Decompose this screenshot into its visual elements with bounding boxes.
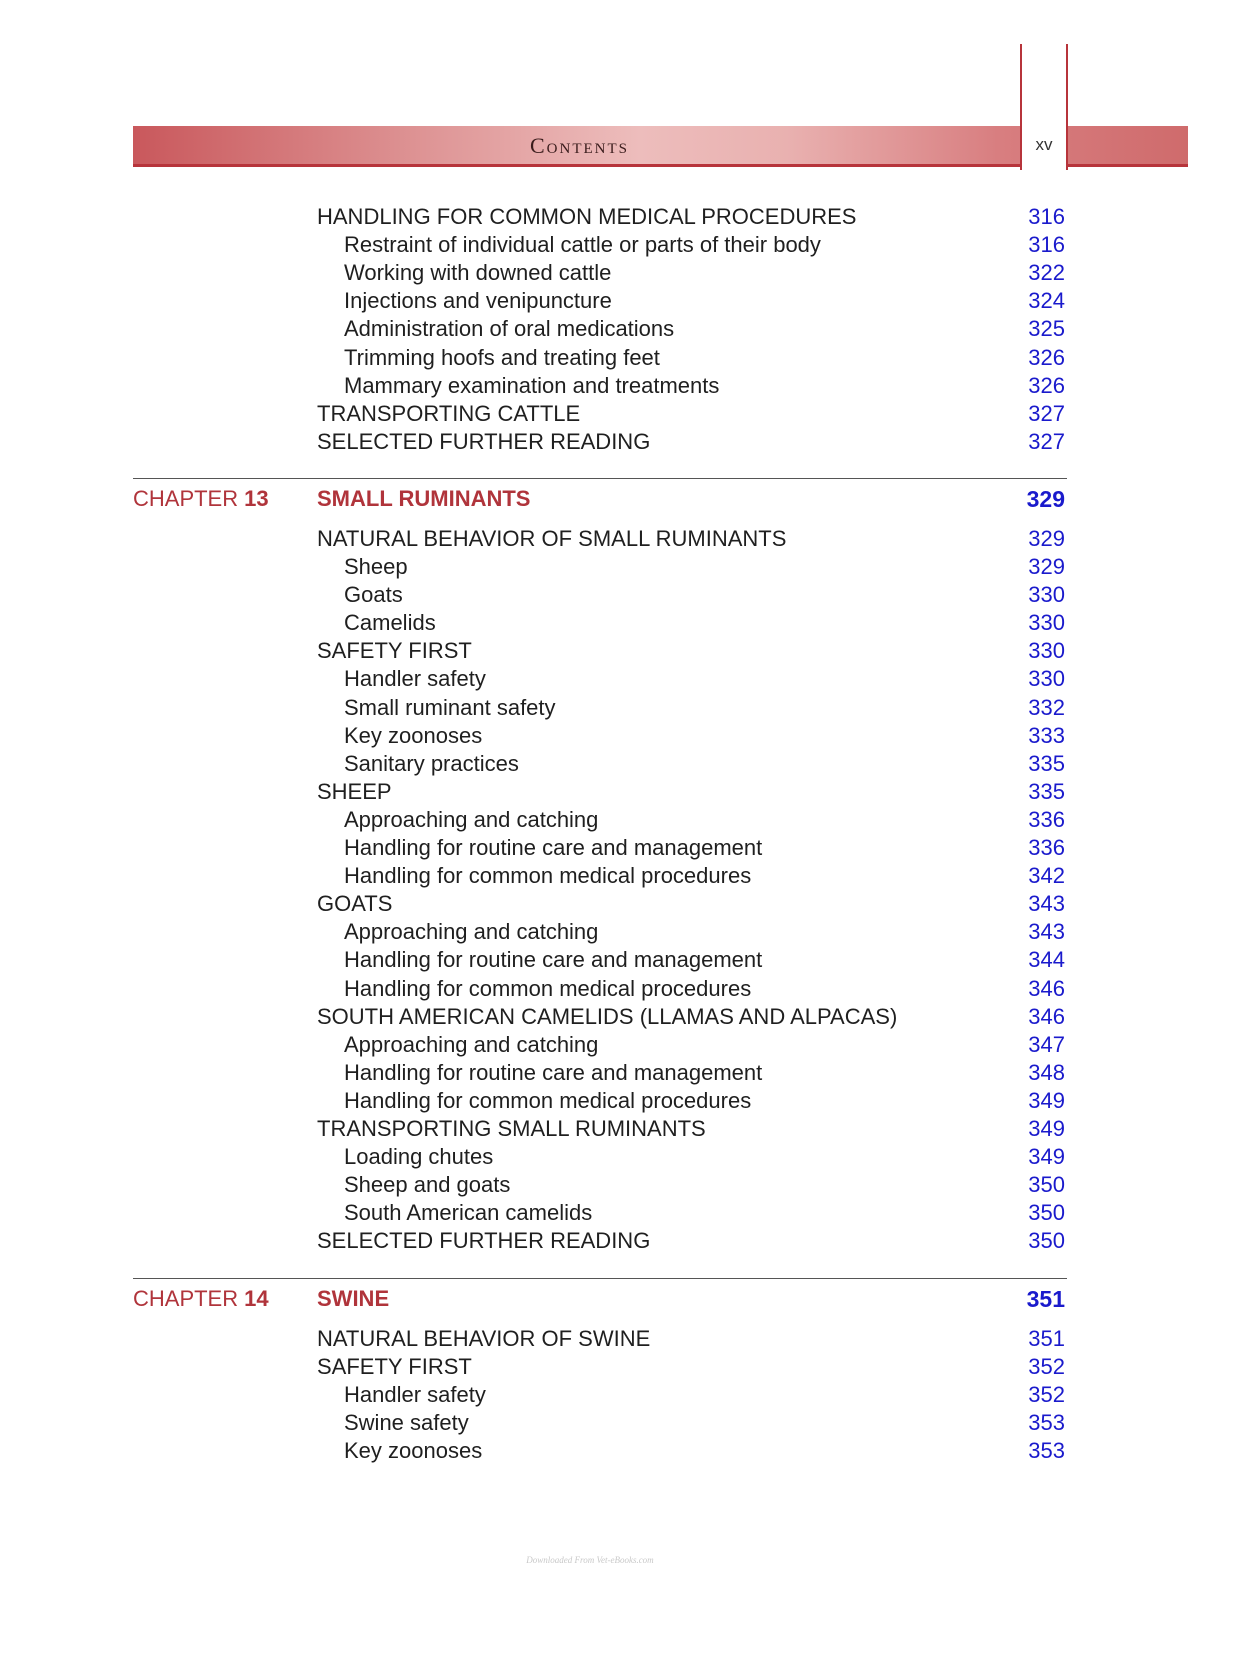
toc-entry-title: Restraint of individual cattle or parts of their body: [344, 232, 821, 258]
toc-entry[interactable]: [317, 862, 1067, 890]
toc-entry-title: Handler safety: [344, 666, 486, 692]
toc-entry-page-link[interactable]: 352: [1028, 1353, 1065, 1379]
toc-entry-title: Swine safety: [344, 1409, 469, 1435]
chapter-label: [133, 484, 269, 514]
toc-entry-page-link[interactable]: 329: [1028, 525, 1065, 551]
toc-entry-page-link[interactable]: 330: [1028, 666, 1065, 692]
toc-entry-page-link[interactable]: 349: [1028, 1116, 1065, 1141]
toc-entry-page-link[interactable]: 336: [1028, 806, 1065, 832]
toc-entry-page-link[interactable]: 349: [1028, 1087, 1065, 1113]
chapter-number: 14: [244, 1285, 269, 1311]
toc-entry[interactable]: [317, 1143, 1067, 1171]
toc-entry-title: Handling for common medical procedures: [344, 863, 752, 889]
toc-entry-title: NATURAL BEHAVIOR OF SWINE: [317, 1325, 651, 1351]
chapter-label: [133, 1284, 269, 1314]
toc-entry-title: SAFETY FIRST: [317, 1353, 472, 1379]
toc-entry-page-link[interactable]: 348: [1028, 1059, 1065, 1085]
toc-entry[interactable]: [317, 778, 1067, 806]
toc-entry-title: Working with downed cattle: [344, 260, 612, 286]
toc-entry-title: SAFETY FIRST: [317, 638, 472, 664]
toc-entry-title: Mammary examination and treatments: [344, 372, 720, 398]
toc-entry[interactable]: [317, 203, 1067, 231]
toc-entry-page-link[interactable]: 333: [1028, 722, 1065, 748]
toc-entry[interactable]: [317, 315, 1067, 343]
toc-entry-title: Approaching and catching: [344, 1031, 599, 1057]
toc-entry-title: HANDLING FOR COMMON MEDICAL PROCEDURES: [317, 204, 857, 229]
toc-entry-page-link[interactable]: 325: [1028, 316, 1065, 342]
toc-entry[interactable]: [317, 637, 1067, 665]
toc-entry[interactable]: [317, 1115, 1067, 1143]
toc-entry[interactable]: [317, 1325, 1067, 1353]
toc-entry-title: Handling for routine care and management: [344, 835, 763, 860]
toc-entry[interactable]: [317, 975, 1067, 1003]
toc-entry-page-link[interactable]: 326: [1028, 372, 1065, 398]
toc-entry[interactable]: [317, 428, 1067, 456]
toc-entry[interactable]: [317, 1087, 1067, 1115]
toc-entry-page-link[interactable]: 349: [1028, 1144, 1065, 1170]
toc-entry-title: Administration of oral medications: [344, 316, 675, 342]
toc-entry-page-link[interactable]: 346: [1028, 975, 1065, 1001]
toc-entry-page-link[interactable]: 343: [1028, 919, 1065, 945]
toc-entry-page-link[interactable]: 322: [1028, 260, 1065, 286]
toc-entry-title: Camelids: [344, 610, 436, 636]
toc-entry-page-link[interactable]: 330: [1028, 610, 1065, 636]
toc-entry-title: Handler safety: [344, 1381, 486, 1407]
toc-entry-title: Sanitary practices: [344, 750, 519, 776]
toc-entry-title: Goats: [344, 582, 403, 608]
toc-entry-title: Approaching and catching: [344, 806, 599, 832]
toc-entry[interactable]: [317, 609, 1067, 637]
chapter-number: 13: [244, 485, 269, 511]
toc-entry-page-link[interactable]: 347: [1028, 1031, 1065, 1057]
toc-entry-page-link[interactable]: 327: [1028, 400, 1065, 426]
toc-entry[interactable]: [317, 372, 1067, 400]
toc-entry[interactable]: [317, 806, 1067, 834]
toc-entry-page-link[interactable]: 326: [1028, 344, 1065, 370]
toc-entry[interactable]: [317, 287, 1067, 315]
toc-entry[interactable]: [317, 665, 1067, 693]
toc-entry[interactable]: [317, 259, 1067, 287]
chapter-word: CHAPTER: [133, 1285, 239, 1311]
chapter-divider: [133, 1278, 1067, 1279]
toc-entry-page-link[interactable]: 350: [1028, 1172, 1065, 1198]
toc-entry-page-link[interactable]: 352: [1028, 1381, 1065, 1407]
toc-entry-page-link[interactable]: 343: [1028, 891, 1065, 917]
toc-entry-title: Sheep: [344, 554, 408, 579]
toc-entry-title: Trimming hoofs and treating feet: [344, 344, 660, 370]
toc-entry-title: Approaching and catching: [344, 919, 599, 945]
toc-entry-title: Key zoonoses: [344, 722, 483, 748]
toc-entry[interactable]: [317, 1003, 1067, 1031]
toc-entry[interactable]: [317, 1409, 1067, 1437]
toc-entry-title: SELECTED FURTHER READING: [317, 1228, 651, 1254]
toc-entry-title: Small ruminant safety: [344, 694, 556, 720]
toc-entry[interactable]: [317, 344, 1067, 372]
toc-entry-title: GOATS: [317, 891, 393, 917]
toc-entry-page-link[interactable]: 335: [1028, 778, 1065, 804]
toc-entry-page-link[interactable]: 327: [1028, 428, 1065, 454]
toc-entry[interactable]: [317, 1171, 1067, 1199]
chapter-word: CHAPTER: [133, 485, 239, 511]
toc-entry-page-link[interactable]: 324: [1028, 288, 1065, 314]
toc-entry[interactable]: [317, 400, 1067, 428]
toc-entry-page-link[interactable]: 353: [1028, 1437, 1065, 1463]
chapter-title[interactable]: SWINE: [317, 1285, 390, 1311]
toc-entry[interactable]: [317, 1059, 1067, 1087]
toc-entry-page-link[interactable]: 353: [1028, 1409, 1065, 1435]
toc-entry-title: Sheep and goats: [344, 1172, 511, 1198]
toc-entry-page-link[interactable]: 330: [1028, 582, 1065, 608]
toc-entry-title: NATURAL BEHAVIOR OF SMALL RUMINANTS: [317, 525, 787, 551]
toc-entry[interactable]: [317, 890, 1067, 918]
toc-entry-page-link[interactable]: 351: [1028, 1325, 1065, 1351]
toc-entry[interactable]: [317, 1031, 1067, 1059]
toc-entry-title: Handling for routine care and management: [344, 947, 763, 973]
toc-entry-title: TRANSPORTING CATTLE: [317, 400, 581, 426]
toc-entry[interactable]: [317, 1381, 1067, 1409]
toc-entry-page-link[interactable]: 346: [1028, 1003, 1065, 1029]
toc-entry-page-link[interactable]: 316: [1028, 232, 1065, 258]
toc-entry-page-link[interactable]: 344: [1028, 947, 1065, 973]
toc-entry-title: Key zoonoses: [344, 1437, 483, 1463]
toc-entry-title: Handling for common medical procedures: [344, 975, 752, 1001]
toc-entry[interactable]: [317, 1437, 1067, 1465]
toc-entry[interactable]: [317, 231, 1067, 259]
toc-entry[interactable]: [317, 750, 1067, 778]
toc-entry[interactable]: [317, 834, 1067, 862]
toc-entry-title: Injections and venipuncture: [344, 288, 612, 314]
chapter-title[interactable]: SMALL RUMINANTS: [317, 485, 531, 511]
running-header-title: Contents: [529, 133, 629, 158]
toc-entry[interactable]: [317, 1199, 1067, 1227]
toc-entry-title: SOUTH AMERICAN CAMELIDS (LLAMAS AND ALPACAS): [317, 1003, 898, 1029]
toc-entry-title: Loading chutes: [344, 1144, 494, 1170]
page-number: xv: [1035, 135, 1053, 154]
toc-entry-page-link[interactable]: 350: [1028, 1228, 1065, 1254]
footer-watermark: Downloaded From Vet-eBooks.com: [526, 1555, 654, 1565]
toc-entry[interactable]: [317, 946, 1067, 974]
toc-entry-page-link[interactable]: 330: [1028, 638, 1065, 664]
chapter-page-link[interactable]: 329: [1026, 485, 1065, 512]
toc-entry-page-link[interactable]: 335: [1028, 750, 1065, 776]
toc-entry[interactable]: [317, 1227, 1067, 1255]
toc-entry[interactable]: [317, 581, 1067, 609]
toc-entry-page-link[interactable]: 342: [1028, 863, 1065, 889]
toc-entry-title: SHEEP: [317, 778, 392, 804]
toc-entry-page-link[interactable]: 329: [1028, 554, 1065, 579]
toc-entry[interactable]: [317, 525, 1067, 553]
toc-entry[interactable]: [317, 722, 1067, 750]
toc-entry-page-link[interactable]: 350: [1028, 1200, 1065, 1226]
toc-entry-page-link[interactable]: 336: [1028, 835, 1065, 860]
chapter-page-link[interactable]: 351: [1026, 1285, 1065, 1312]
toc-entry[interactable]: [317, 1353, 1067, 1381]
toc-entry[interactable]: [317, 918, 1067, 946]
toc-entry[interactable]: [317, 553, 1067, 581]
toc-entry-title: TRANSPORTING SMALL RUMINANTS: [317, 1116, 706, 1141]
chapter-divider: [133, 478, 1067, 479]
toc-entry-page-link[interactable]: 332: [1028, 694, 1065, 720]
toc-entry-page-link[interactable]: 316: [1028, 204, 1065, 229]
toc-entry[interactable]: [317, 694, 1067, 722]
toc-entry-title: South American camelids: [344, 1200, 593, 1226]
toc-entry-title: SELECTED FURTHER READING: [317, 428, 651, 454]
toc-entry-title: Handling for routine care and management: [344, 1059, 763, 1085]
toc-entry-title: Handling for common medical procedures: [344, 1087, 752, 1113]
